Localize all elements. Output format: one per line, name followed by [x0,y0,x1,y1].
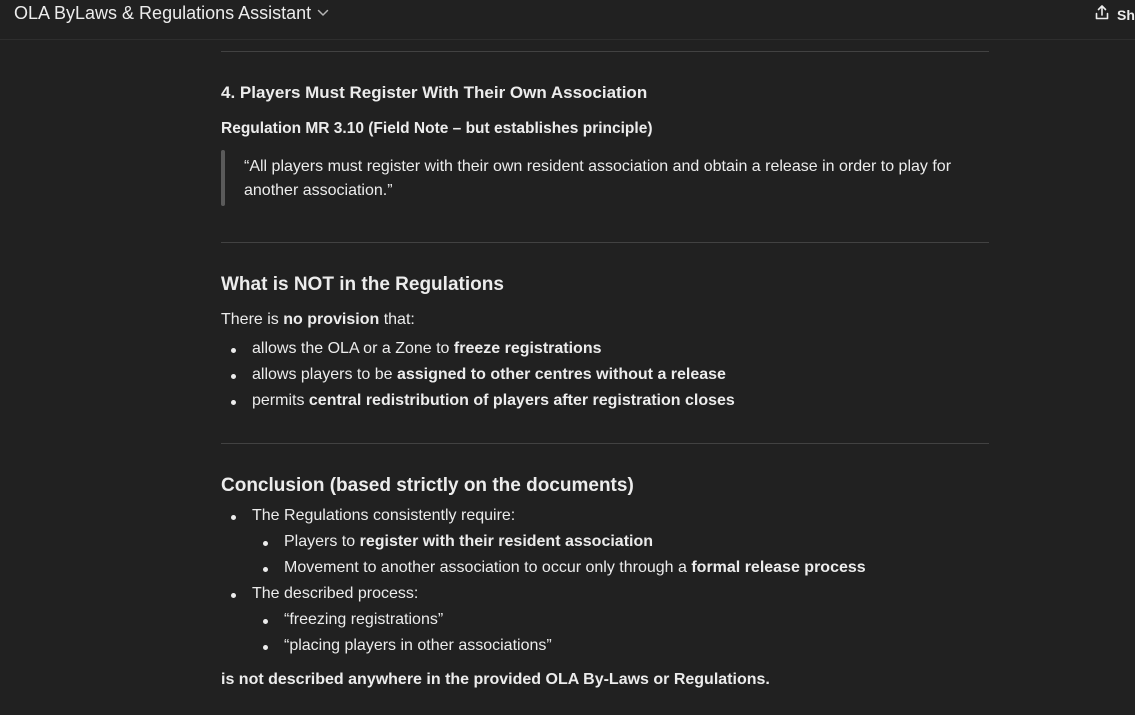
bullet [263,567,268,572]
text: Players to [284,533,360,550]
chevron-down-icon [317,9,329,17]
bullet [263,645,268,650]
divider [221,51,989,52]
share-label: Sh [1117,7,1135,23]
blockquote [221,150,989,206]
regulation-reference: Regulation MR 3.10 (Field Note – but establishes principle) [221,120,653,137]
text: allows the OLA or a Zone to [252,340,454,357]
bullet [231,374,236,379]
divider [221,242,989,243]
list-item [252,366,726,384]
list-item [284,533,653,551]
text: Movement to another association to occur only through a [284,559,692,576]
text: allows players to be [252,366,397,383]
share-button[interactable] [1094,4,1135,26]
bullet [231,593,236,598]
bullet [231,515,236,520]
bold-text: register with their resident association [359,533,654,550]
list-item [252,340,602,358]
app-title: OLA ByLaws & Regulations Assistant [14,2,312,23]
bold-text: central redistribution of players after registration closes [308,392,735,409]
bullet [263,619,268,624]
list-item: “freezing registrations” [284,611,444,628]
list-item: The Regulations consistently require: [252,507,516,524]
share-icon [1094,4,1110,26]
section-heading: Conclusion (based strictly on the documents) [221,475,634,496]
text: There is [221,311,284,328]
top-bar [0,0,1135,40]
conclusion-statement: is not described anywhere in the provided OLA By-Laws or Regulations. [221,671,770,688]
model-selector[interactable] [14,2,329,24]
list-item [252,392,735,410]
bullet [231,400,236,405]
list-item: The described process: [252,585,419,602]
section-heading: What is NOT in the Regulations [221,274,504,295]
text: that: [379,311,415,328]
bullet [263,541,268,546]
quote-bar [221,150,225,206]
quote-text: “All players must register with their own resident association and obtain a release in order to play for another association.” [244,158,952,199]
bullet [231,348,236,353]
text: permits [252,392,309,409]
section-heading: 4. Players Must Register With Their Own Association [221,83,648,102]
divider [221,443,989,444]
bold-text: formal release process [691,559,866,576]
bold-text: no provision [283,311,380,328]
bold-text: freeze registrations [453,340,602,357]
list-item [284,559,866,577]
list-item: “placing players in other associations” [284,637,552,654]
bold-text: assigned to other centres without a release [396,366,726,383]
intro-paragraph [221,311,415,329]
